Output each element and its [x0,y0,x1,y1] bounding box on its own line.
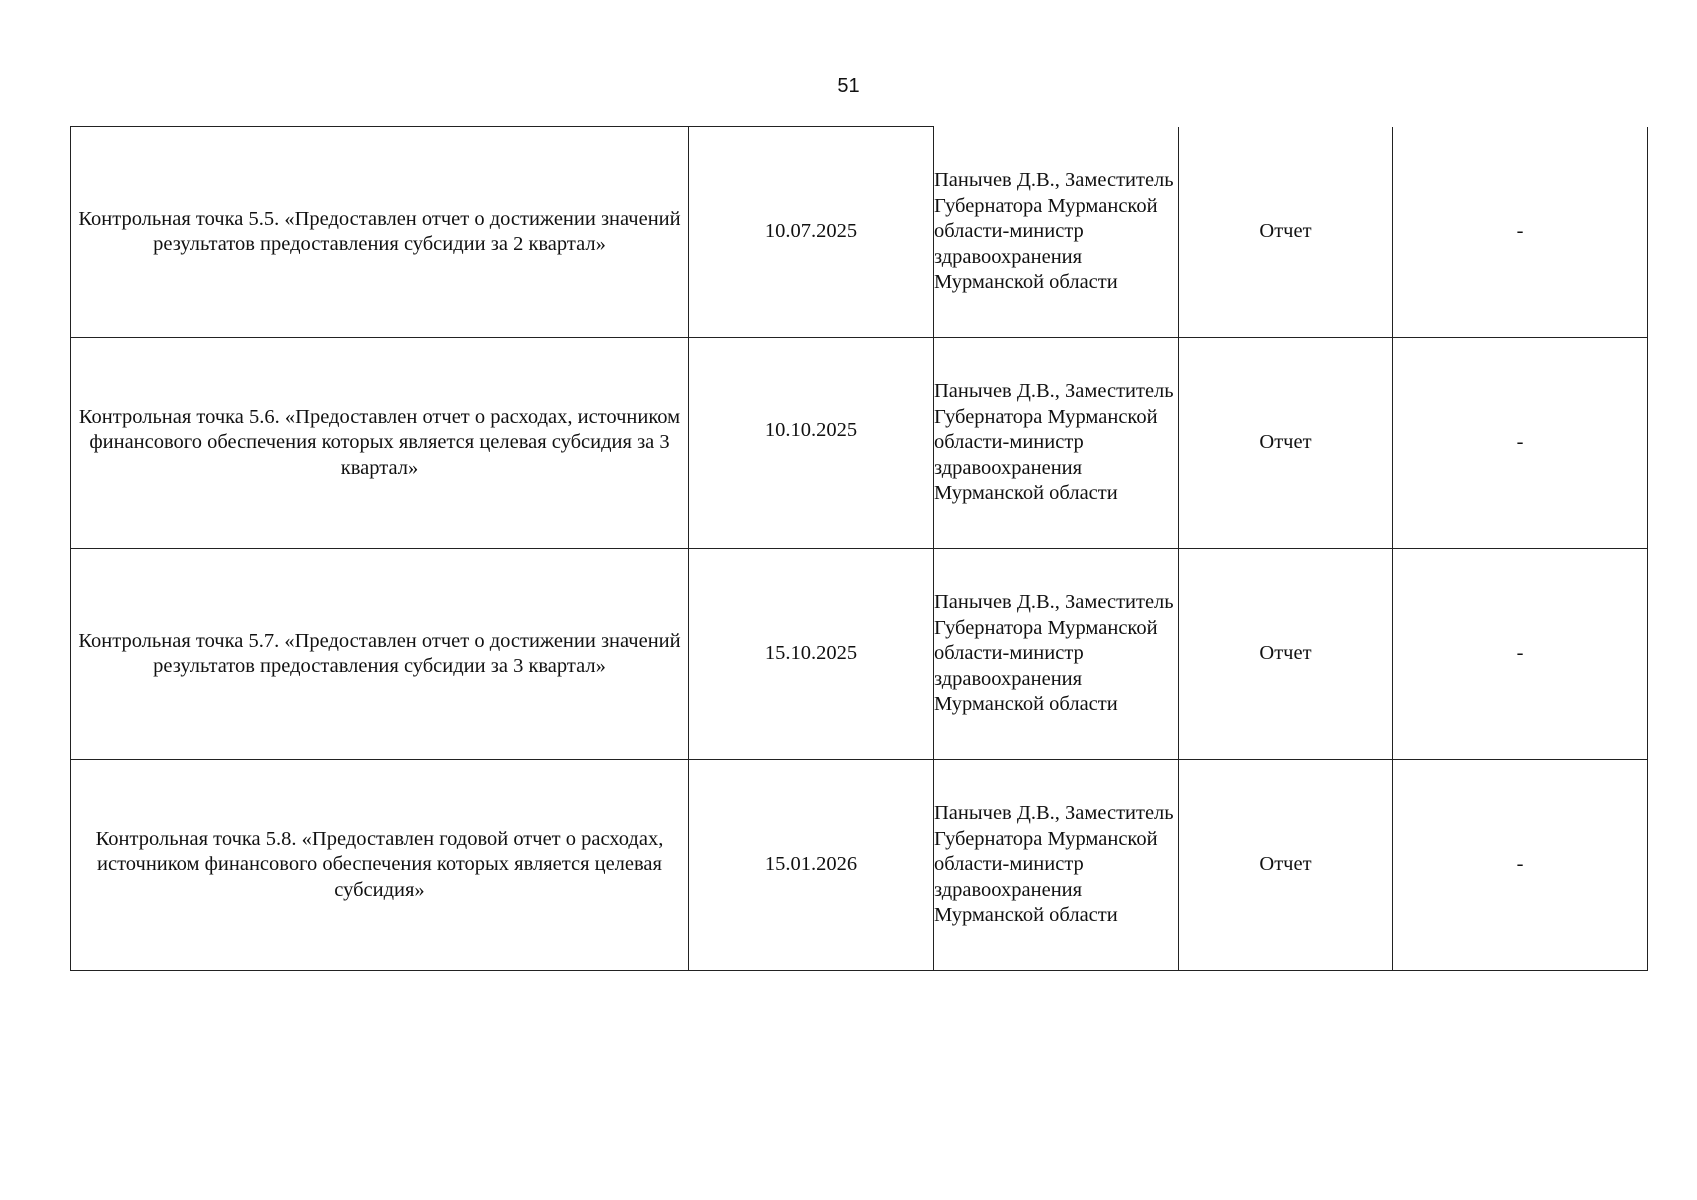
responsible-cell [934,549,1179,760]
document-type: Отчет [1259,431,1312,454]
deadline-date: 15.01.2026 [764,853,858,876]
document-type: Отчет [1259,642,1312,665]
deadline-cell [689,127,934,338]
document-type: Отчет [1259,853,1312,876]
extra-cell [1393,760,1648,971]
control-point-name-cell [71,760,689,971]
document-type-cell [1179,127,1393,338]
deadline-date: 10.07.2025 [764,220,858,243]
deadline-cell [689,338,934,549]
table-row [71,338,1648,549]
extra-value: - [1516,642,1524,665]
page-number: 51 [837,75,860,97]
responsible-person: Панычев Д.В., Заместитель Губернатора Мурманской области-министр здравоохранения Мурманской области [934,591,1174,716]
extra-cell [1393,127,1648,338]
extra-cell [1393,549,1648,760]
document-type: Отчет [1259,220,1312,242]
responsible-cell [934,127,1179,338]
extra-value: - [1516,431,1524,454]
control-point-name: Контрольная точка 5.8. «Предоставлен годовой отчет о расходах, источником финансового обеспечения которых является целевая субсидия» [95,827,664,901]
extra-cell [1393,338,1648,549]
responsible-person: Панычев Д.В., Заместитель Губернатора Мурманской области-министр здравоохранения Мурманской области [934,802,1174,927]
control-point-name-cell [71,127,689,338]
table-row [71,127,1648,338]
responsible-cell [934,338,1179,549]
responsible-cell [934,760,1179,971]
deadline-cell [689,760,934,971]
control-point-name: Контрольная точка 5.7. «Предоставлен отчет о достижении значений результатов предоставления субсидии за 3 квартал» [78,629,681,677]
deadline-date: 15.10.2025 [764,642,858,665]
deadline-date: 10.10.2025 [764,419,858,442]
extra-value: - [1516,853,1524,876]
control-point-name-cell [71,549,689,760]
control-point-name: Контрольная точка 5.6. «Предоставлен отчет о расходах, источником финансового обеспечения которых является целевая субсидия за 3 квартал» [78,405,681,479]
deadline-cell [689,549,934,760]
responsible-person: Панычев Д.В., Заместитель Губернатора Мурманской области-министр здравоохранения Мурманской области [934,169,1174,293]
table-row [71,760,1648,971]
extra-value: - [1516,220,1524,242]
control-point-name: Контрольная точка 5.5. «Предоставлен отчет о достижении значений результатов предоставления субсидии за 2 квартал» [78,207,681,255]
table-row [71,549,1648,760]
document-type-cell [1179,760,1393,971]
document-type-cell [1179,338,1393,549]
control-point-name-cell [71,338,689,549]
responsible-person: Панычев Д.В., Заместитель Губернатора Мурманской области-министр здравоохранения Мурманской области [934,380,1174,505]
document-type-cell [1179,549,1393,760]
control-points-table [70,126,1648,971]
